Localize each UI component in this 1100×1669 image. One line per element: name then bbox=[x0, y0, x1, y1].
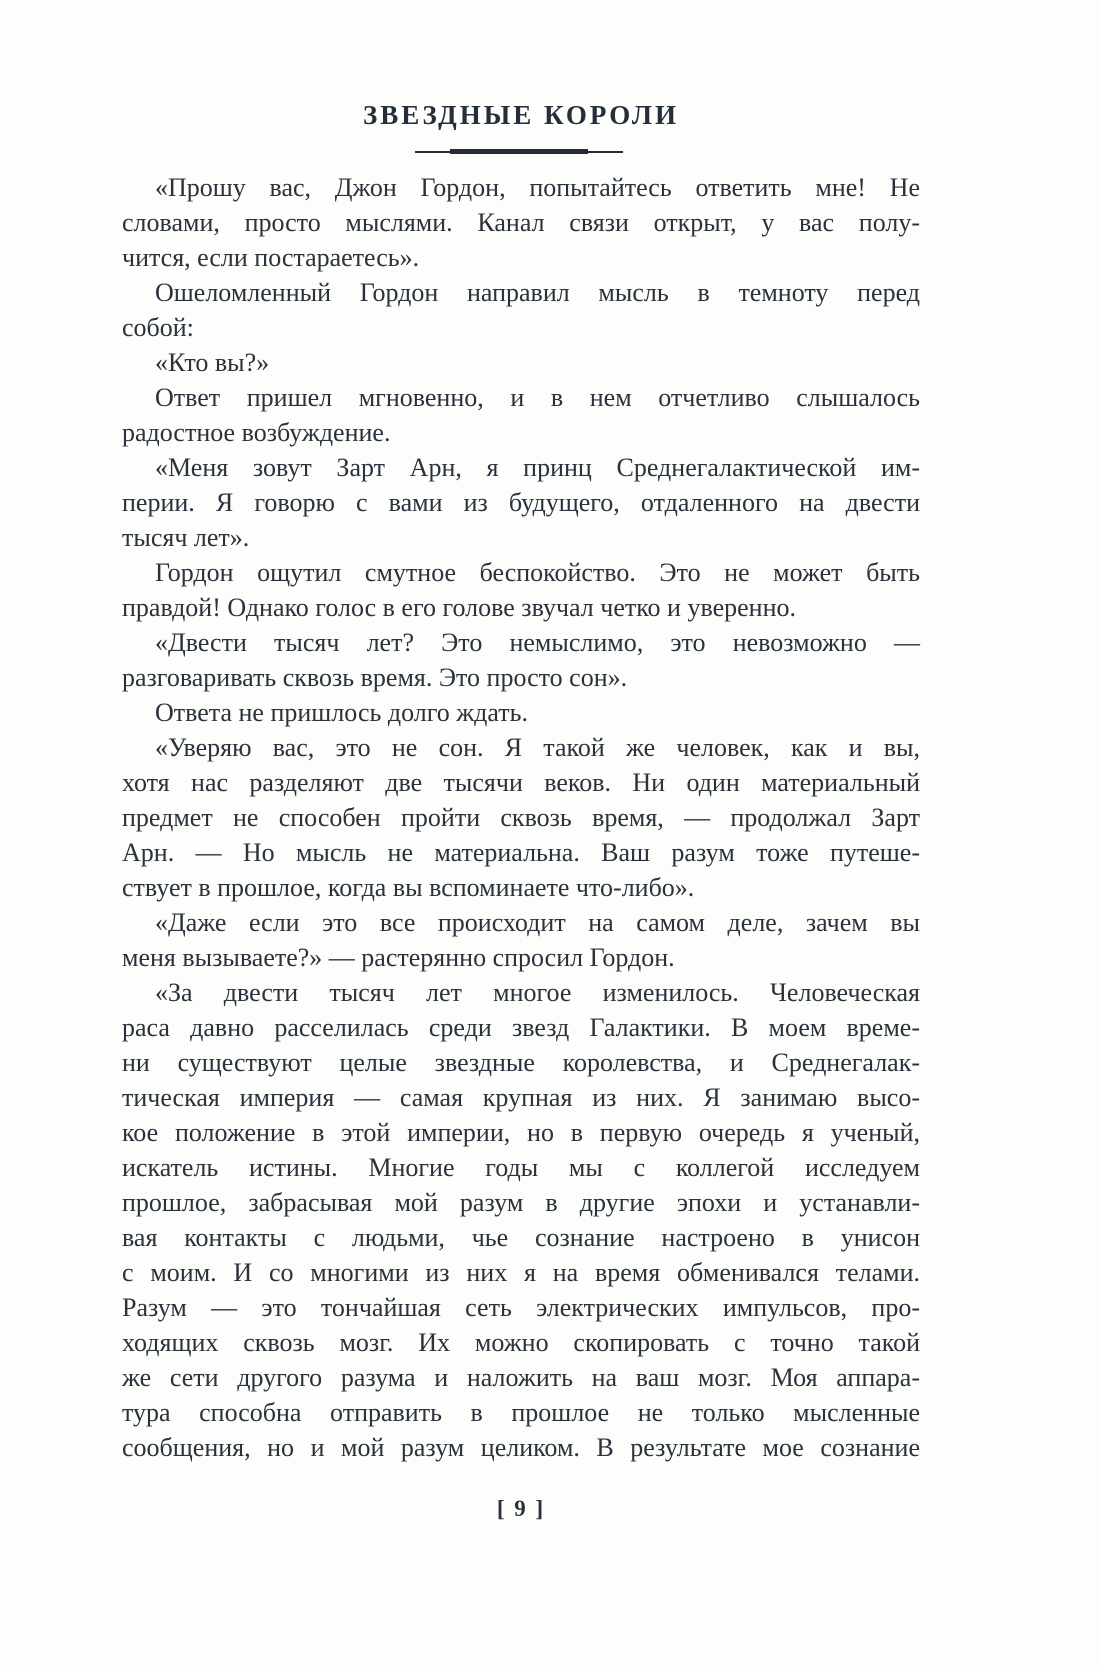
text-line: хотя нас разделяют две тысячи веков. Ни один материальный bbox=[122, 768, 920, 797]
text-line: ни существуют целые звездные королевства, и Среднегалак- bbox=[122, 1048, 920, 1077]
paragraph bbox=[122, 730, 920, 905]
text-line: «За двести тысяч лет многое изменилось. Человеческая bbox=[155, 978, 920, 1007]
paragraph bbox=[122, 695, 920, 730]
text-line: сообщения, но и мой разум целиком. В результате мое сознание bbox=[122, 1433, 920, 1462]
text-line: Ответ пришел мгновенно, и в нем отчетливо слышалось bbox=[155, 383, 920, 412]
body-text bbox=[122, 170, 920, 1465]
text-line: «Прошу вас, Джон Гордон, попытайтесь ответить мне! Не bbox=[155, 173, 920, 202]
text-line: Разум — это тончайшая сеть электрических импульсов, про- bbox=[122, 1293, 920, 1322]
text-line: «Даже если это все происходит на самом деле, зачем вы bbox=[155, 908, 920, 937]
text-line: искатель истины. Многие годы мы с коллегой исследуем bbox=[122, 1153, 920, 1182]
text-line: предмет не способен пройти сквозь время, — продолжал Зарт bbox=[122, 803, 920, 832]
paragraph bbox=[122, 905, 920, 975]
text-line: тическая империя — самая крупная из них. Я занимаю высо- bbox=[122, 1083, 920, 1112]
chapter-title: ЗВЕЗДНЫЕ КОРОЛИ bbox=[362, 100, 680, 130]
paragraph bbox=[122, 380, 920, 450]
title-divider bbox=[415, 148, 623, 156]
paragraph bbox=[122, 975, 920, 1465]
paragraph bbox=[122, 170, 920, 275]
page-number: [ 9 ] bbox=[496, 1496, 546, 1521]
text-line: Гордон ощутил смутное беспокойство. Это не может быть bbox=[155, 558, 920, 587]
text-line: ствует в прошлое, когда вы вспоминаете что-либо». bbox=[122, 873, 695, 902]
text-line: словами, просто мыслями. Канал связи открыт, у вас полу- bbox=[122, 208, 920, 237]
text-line: собой: bbox=[122, 313, 194, 342]
page-header bbox=[122, 102, 920, 133]
text-line: «Кто вы?» bbox=[155, 348, 270, 377]
text-line: раса давно расселилась среди звезд Галактики. В моем време- bbox=[122, 1013, 920, 1042]
text-line: ходящих сквозь мозг. Их можно скопировать с точно такой bbox=[122, 1328, 920, 1357]
text-line: Арн. — Но мысль не материальна. Ваш разум тоже путеше- bbox=[122, 838, 920, 867]
text-line: чится, если постараетесь». bbox=[122, 243, 420, 272]
text-line: кое положение в этой империи, но в первую очередь я ученый, bbox=[122, 1118, 920, 1147]
paragraph bbox=[122, 555, 920, 625]
text-line: правдой! Однако голос в его голове звучал четко и уверенно. bbox=[122, 593, 797, 622]
text-line: разговаривать сквозь время. Это просто сон». bbox=[122, 663, 628, 692]
text-line: тысяч лет». bbox=[122, 523, 250, 552]
text-line: прошлое, забрасывая мой разум в другие эпохи и устанавли- bbox=[122, 1188, 920, 1217]
text-line: радостное возбуждение. bbox=[122, 418, 391, 447]
divider-thick-rule bbox=[450, 149, 588, 154]
text-line: меня вызываете?» — растерянно спросил Гордон. bbox=[122, 943, 675, 972]
text-line: перии. Я говорю с вами из будущего, отдаленного на двести bbox=[122, 488, 920, 517]
text-line: «Меня зовут Зарт Арн, я принц Среднегалактической им- bbox=[155, 453, 920, 482]
text-line: Ответа не пришлось долго ждать. bbox=[155, 698, 529, 727]
text-line: «Уверяю вас, это не сон. Я такой же человек, как и вы, bbox=[155, 733, 920, 762]
text-line: тура способна отправить в прошлое не только мысленные bbox=[122, 1398, 920, 1427]
text-line: с моим. И со многими из них я на время обменивался телами. bbox=[122, 1258, 920, 1287]
paragraph bbox=[122, 450, 920, 555]
paragraph bbox=[122, 345, 920, 380]
text-line: Ошеломленный Гордон направил мысль в темноту перед bbox=[155, 278, 920, 307]
text-line: вая контакты с людьми, чье сознание настроено в унисон bbox=[122, 1223, 920, 1252]
paragraph bbox=[122, 275, 920, 345]
text-line: же сети другого разума и наложить на ваш мозг. Моя аппара- bbox=[122, 1363, 920, 1392]
text-line: «Двести тысяч лет? Это немыслимо, это невозможно — bbox=[155, 628, 920, 657]
paragraph bbox=[122, 625, 920, 695]
